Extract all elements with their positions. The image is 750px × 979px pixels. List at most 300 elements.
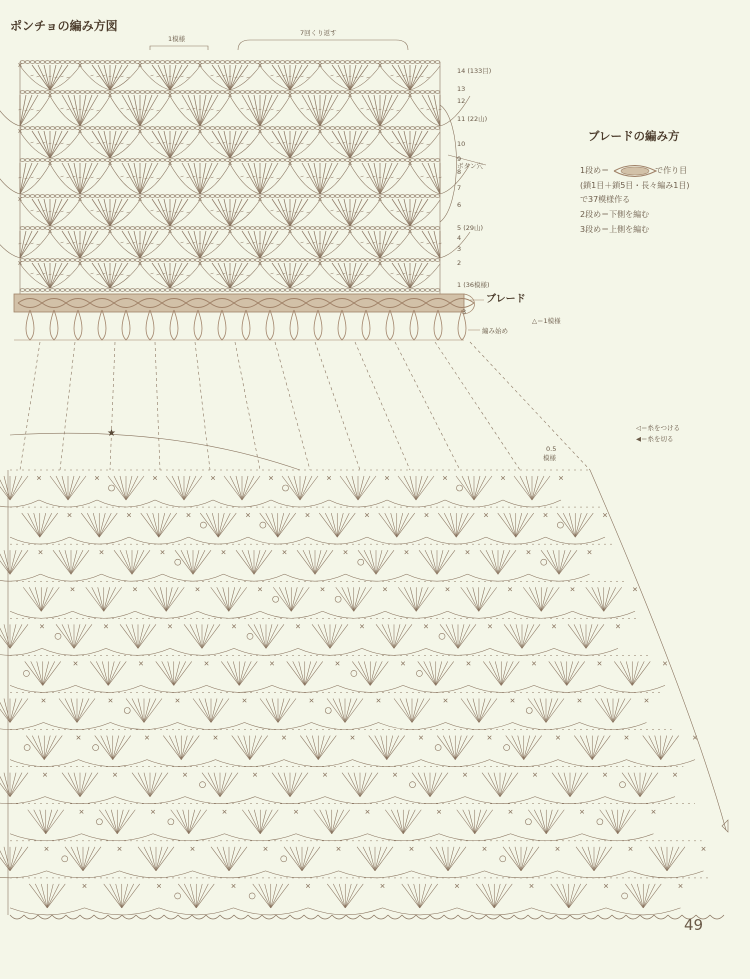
star-guide-curve [10, 433, 300, 470]
braid-loop [194, 310, 202, 340]
dc-stitch [523, 587, 541, 611]
dc-stitch [643, 736, 661, 760]
chain-arc [82, 834, 154, 841]
braid-loop [122, 310, 130, 340]
dc-stitch [271, 884, 289, 908]
dc-bar [181, 143, 184, 144]
chain-stitch [145, 289, 150, 292]
dc-stitch [534, 810, 546, 834]
chain-stitch [355, 127, 360, 130]
chain-arc [308, 908, 383, 915]
edge-scallop [10, 915, 24, 919]
chain-stitch [390, 159, 395, 162]
guide-dashed-line [20, 342, 40, 470]
dc-stitch [271, 884, 283, 908]
dc-stitch [158, 199, 170, 226]
chain-stitch [220, 289, 225, 292]
dc-stitch [278, 263, 290, 288]
chain-stitch [160, 91, 165, 94]
dc-stitch [467, 587, 479, 611]
sc-stitch [323, 773, 327, 777]
chain-stitch [185, 127, 190, 130]
dc-stitch [188, 95, 200, 126]
dc-stitch [314, 810, 332, 834]
dc-stitch [455, 736, 467, 760]
chain-stitch [425, 127, 430, 130]
chain-stitch [75, 289, 80, 292]
dc-bar [331, 243, 334, 244]
dc-bar [91, 177, 94, 178]
chain-stitch [235, 227, 240, 230]
dc-bar [97, 143, 100, 144]
braid-loop [410, 310, 418, 340]
chain-stitch [425, 289, 430, 292]
sc-stitch [161, 550, 165, 554]
chain-stitch [65, 61, 70, 64]
chain-stitch [50, 259, 55, 262]
sc-stitch [151, 810, 155, 814]
dc-stitch [567, 661, 585, 685]
dc-bar [157, 178, 160, 179]
dc-bar [367, 275, 370, 276]
dc-stitch [104, 587, 122, 611]
dc-bar [157, 76, 160, 77]
dc-stitch [521, 847, 533, 871]
chain-stitch [80, 227, 85, 230]
chain-stitch [340, 127, 345, 130]
chain-stitch [55, 127, 60, 130]
chain-stitch [395, 91, 400, 94]
chain-stitch [25, 195, 30, 198]
dc-bar [187, 275, 190, 276]
dc-stitch [410, 131, 422, 158]
dc-bar [331, 177, 334, 178]
chain-stitch [260, 61, 265, 64]
chain-arc [224, 574, 285, 581]
chain-stitch [125, 91, 130, 94]
chain-row [20, 61, 440, 64]
chain-stitch [280, 227, 285, 230]
chain-stitch [170, 259, 175, 262]
dc-stitch [220, 773, 238, 797]
row-label: 6 [457, 201, 462, 209]
dc-stitch [242, 476, 260, 500]
dc-stitch [338, 131, 350, 158]
chain-stitch [325, 259, 330, 262]
picot-mark [435, 745, 441, 751]
dc-stitch [534, 699, 546, 723]
chain-stitch [100, 159, 105, 162]
sc-stitch [232, 884, 236, 888]
dc-stitch [391, 810, 403, 834]
chain-stitch [155, 159, 160, 162]
chain-stitch [190, 195, 195, 198]
chain-stitch [130, 159, 135, 162]
dc-stitch [348, 773, 360, 797]
chain-stitch [25, 159, 30, 162]
chain-stitch [55, 259, 60, 262]
yoke-chart [0, 61, 486, 300]
chain-stitch [235, 259, 240, 262]
chain-stitch [40, 259, 45, 262]
chain-stitch [380, 289, 385, 292]
chain-stitch [230, 91, 235, 94]
chain-stitch [100, 61, 105, 64]
chain-stitch [55, 195, 60, 198]
dc-stitch [291, 587, 309, 611]
row-label: 9 [457, 155, 462, 163]
chain-stitch [300, 91, 305, 94]
dc-stitch [44, 736, 62, 760]
edge-scallop [458, 915, 472, 919]
dc-stitch [363, 847, 375, 871]
dc-stitch [113, 736, 131, 760]
dc-stitch [297, 550, 315, 574]
chain-stitch [290, 289, 295, 292]
chain-stitch [325, 127, 330, 130]
dc-bar [277, 211, 280, 212]
edge-scallop [66, 915, 80, 919]
chain-arc [120, 871, 193, 878]
dc-stitch [159, 513, 171, 537]
chain-stitch [370, 61, 375, 64]
sc-stitch [559, 476, 563, 480]
dc-stitch [370, 661, 382, 685]
chain-stitch [70, 259, 75, 262]
chain-stitch [220, 127, 225, 130]
chain-stitch [65, 91, 70, 94]
dc-stitch [458, 624, 476, 648]
dc-stitch [200, 95, 212, 126]
chain-arc [0, 797, 45, 804]
dc-stitch [410, 65, 422, 90]
edge-scallop [276, 915, 290, 919]
dc-stitch [98, 65, 110, 90]
dc-bar [61, 76, 64, 77]
chain-stitch [335, 159, 340, 162]
dc-stitch [541, 587, 553, 611]
sc-stitch [336, 662, 340, 666]
dc-stitch [242, 476, 254, 500]
dc-stitch [628, 773, 640, 797]
dc-stitch [467, 699, 479, 723]
dc-stitch [138, 847, 156, 871]
dc-stitch [358, 661, 370, 685]
dc-stitch [500, 773, 512, 797]
sc-stitch [270, 662, 274, 666]
dc-stitch [59, 699, 77, 723]
dc-stitch [446, 624, 458, 648]
chain-stitch [95, 91, 100, 94]
chain-stitch [30, 259, 35, 262]
sc-stitch [109, 699, 113, 703]
chain-stitch [295, 159, 300, 162]
sc-stitch [214, 736, 218, 740]
chain-stitch [170, 61, 175, 64]
chain-stitch [250, 259, 255, 262]
chain-stitch [435, 227, 440, 230]
edge-scallop [108, 915, 122, 919]
dc-stitch [416, 476, 428, 500]
edge-scallop [514, 915, 528, 919]
chain-arc [312, 723, 379, 730]
chain-stitch [200, 259, 205, 262]
dc-stitch [333, 884, 345, 908]
dc-stitch [574, 736, 592, 760]
chain-stitch [165, 259, 170, 262]
chain-stitch [320, 227, 325, 230]
sc-stitch [191, 847, 195, 851]
dc-stitch [455, 736, 473, 760]
dc-stitch [188, 231, 200, 258]
dc-stitch [618, 810, 630, 834]
chain-stitch [375, 227, 380, 230]
chain-stitch [35, 159, 40, 162]
dc-stitch [557, 513, 575, 537]
dc-stitch [92, 587, 104, 611]
chain-stitch [320, 195, 325, 198]
dc-stitch [302, 847, 314, 871]
dc-stitch [101, 736, 113, 760]
dc-stitch [438, 513, 456, 537]
row-label: 4 [457, 234, 462, 242]
dc-bar [247, 275, 250, 276]
chain-arc [44, 723, 111, 730]
sc-stitch [509, 810, 513, 814]
chain-stitch [325, 289, 330, 292]
dc-stitch [575, 513, 593, 537]
chain-stitch [365, 159, 370, 162]
chain-arc [329, 500, 387, 507]
dc-bar [67, 275, 70, 276]
sc-stitch [488, 736, 492, 740]
sc-stitch [222, 550, 226, 554]
chain-stitch [400, 227, 405, 230]
chain-stitch [175, 289, 180, 292]
chain-stitch [300, 61, 305, 64]
chain-stitch [410, 159, 415, 162]
dc-bar [157, 274, 160, 275]
chain-stitch [200, 289, 205, 292]
chain-stitch [65, 127, 70, 130]
chain-arc [284, 760, 353, 767]
sc-stitch [211, 476, 215, 480]
chain-stitch [350, 289, 355, 292]
dc-stitch [613, 699, 631, 723]
chain-stitch [40, 289, 45, 292]
dc-stitch [148, 587, 166, 611]
dc-stitch [202, 773, 220, 797]
chain-arc [379, 723, 446, 730]
dc-stitch [504, 513, 516, 537]
chain-stitch [210, 259, 215, 262]
chain-stitch [155, 259, 160, 262]
dc-stitch [80, 773, 92, 797]
chain-stitch [140, 259, 145, 262]
dc-bar [337, 110, 340, 111]
braid-step-1c: で37模様作る [580, 195, 631, 204]
sc-stitch [598, 662, 602, 666]
dc-stitch [618, 810, 636, 834]
chain-arc [627, 760, 696, 767]
dc-stitch [474, 476, 486, 500]
dc-stitch [436, 661, 448, 685]
chain-stitch [90, 159, 95, 162]
dc-stitch [559, 550, 577, 574]
dc-stitch [248, 624, 266, 648]
dc-stitch [184, 884, 196, 908]
dc-stitch [47, 884, 65, 908]
picot-mark [124, 708, 130, 714]
sc-stitch [77, 736, 81, 740]
chain-stitch [250, 227, 255, 230]
edge-scallop [136, 915, 150, 919]
sc-stitch [467, 662, 471, 666]
chain-stitch [100, 91, 105, 94]
chain-stitch [60, 227, 65, 230]
chain-arc [554, 648, 618, 655]
dc-stitch [305, 661, 323, 685]
dc-stitch [532, 476, 550, 500]
dc-stitch [387, 736, 405, 760]
dc-stitch [229, 847, 247, 871]
dc-stitch [483, 661, 501, 685]
chain-stitch [75, 227, 80, 230]
sc-stitch [508, 587, 512, 591]
dc-stitch [132, 550, 144, 574]
braid-step-2: 2段め＝下側を編む [580, 210, 650, 219]
edge-scallop [486, 915, 500, 919]
dc-stitch [403, 810, 415, 834]
chain-stitch [180, 61, 185, 64]
dc-bar [187, 177, 190, 178]
dc-stitch [420, 884, 432, 908]
dc-stitch [315, 550, 327, 574]
chain-arc [600, 685, 666, 692]
dc-stitch [436, 661, 454, 685]
dc-stitch [260, 513, 278, 537]
chain-stitch [190, 61, 195, 64]
chain-stitch [375, 195, 380, 198]
chain-stitch [370, 289, 375, 292]
dc-stitch [338, 263, 350, 288]
sc-stitch [83, 884, 87, 888]
dc-stitch [614, 661, 632, 685]
chain-stitch [70, 61, 75, 64]
chain-stitch [310, 159, 315, 162]
sc-stitch [294, 810, 298, 814]
chain-stitch [355, 195, 360, 198]
row-label: 12 [457, 97, 466, 105]
chain-stitch [105, 159, 110, 162]
chain-stitch [335, 195, 340, 198]
dc-stitch [110, 884, 122, 908]
chain-arc [323, 611, 386, 618]
dc-stitch [260, 810, 272, 834]
sc-stitch [463, 773, 467, 777]
chain-stitch [135, 61, 140, 64]
dc-stitch [122, 884, 140, 908]
chain-stitch [280, 91, 285, 94]
chain-stitch [370, 127, 375, 130]
dc-bar [271, 243, 274, 244]
chain-stitch [135, 159, 140, 162]
sc-stitch [401, 662, 405, 666]
dc-stitch [77, 699, 89, 723]
chain-stitch [195, 289, 200, 292]
chain-stitch [205, 289, 210, 292]
chain-stitch [350, 195, 355, 198]
chain-stitch [95, 159, 100, 162]
chain-stitch [35, 227, 40, 230]
dc-stitch [144, 699, 162, 723]
dc-stitch [188, 163, 200, 194]
dc-bar [211, 142, 214, 143]
dc-stitch [315, 550, 333, 574]
dc-stitch [456, 513, 468, 537]
chain-arc [558, 760, 627, 767]
dc-bar [361, 176, 364, 177]
dc-stitch [360, 773, 378, 797]
dc-stitch [56, 476, 68, 500]
chain-stitch [415, 227, 420, 230]
chain-stitch [235, 195, 240, 198]
chain-stitch [105, 127, 110, 130]
dc-bar [361, 211, 364, 212]
chain-stitch [285, 289, 290, 292]
sc-stitch [466, 550, 470, 554]
dc-bar [337, 76, 340, 77]
dc-stitch [337, 513, 349, 537]
chain-stitch [25, 289, 30, 292]
dc-stitch [661, 736, 679, 760]
chain-stitch [280, 61, 285, 64]
chain-stitch [430, 91, 435, 94]
picot-mark [168, 819, 174, 825]
dc-stitch [38, 131, 50, 158]
dc-stitch [230, 65, 242, 90]
dc-stitch [416, 476, 434, 500]
chain-arc [440, 232, 470, 258]
dc-stitch [218, 513, 236, 537]
chain-stitch [395, 61, 400, 64]
chain-stitch [95, 61, 100, 64]
chain-arc [421, 760, 490, 767]
row-label: 13 [457, 85, 466, 93]
chain-arc [631, 871, 704, 878]
sc-stitch [556, 736, 560, 740]
dc-stitch [38, 199, 50, 226]
chain-stitch [335, 259, 340, 262]
dc-stitch [218, 263, 230, 288]
dc-stitch [110, 199, 122, 226]
chain-stitch [375, 91, 380, 94]
dc-stitch [382, 624, 394, 648]
dc-bar [127, 212, 130, 213]
dc-bar [127, 275, 130, 276]
dc-stitch [479, 587, 491, 611]
picot-mark [249, 893, 255, 899]
dc-stitch [437, 736, 455, 760]
dc-stitch [345, 699, 363, 723]
chain-arc [511, 834, 583, 841]
chain-stitch [170, 289, 175, 292]
braid-loop [314, 310, 322, 340]
dc-stitch [437, 550, 455, 574]
chain-stitch [350, 259, 355, 262]
chain-stitch [335, 91, 340, 94]
dc-stitch [428, 163, 440, 194]
